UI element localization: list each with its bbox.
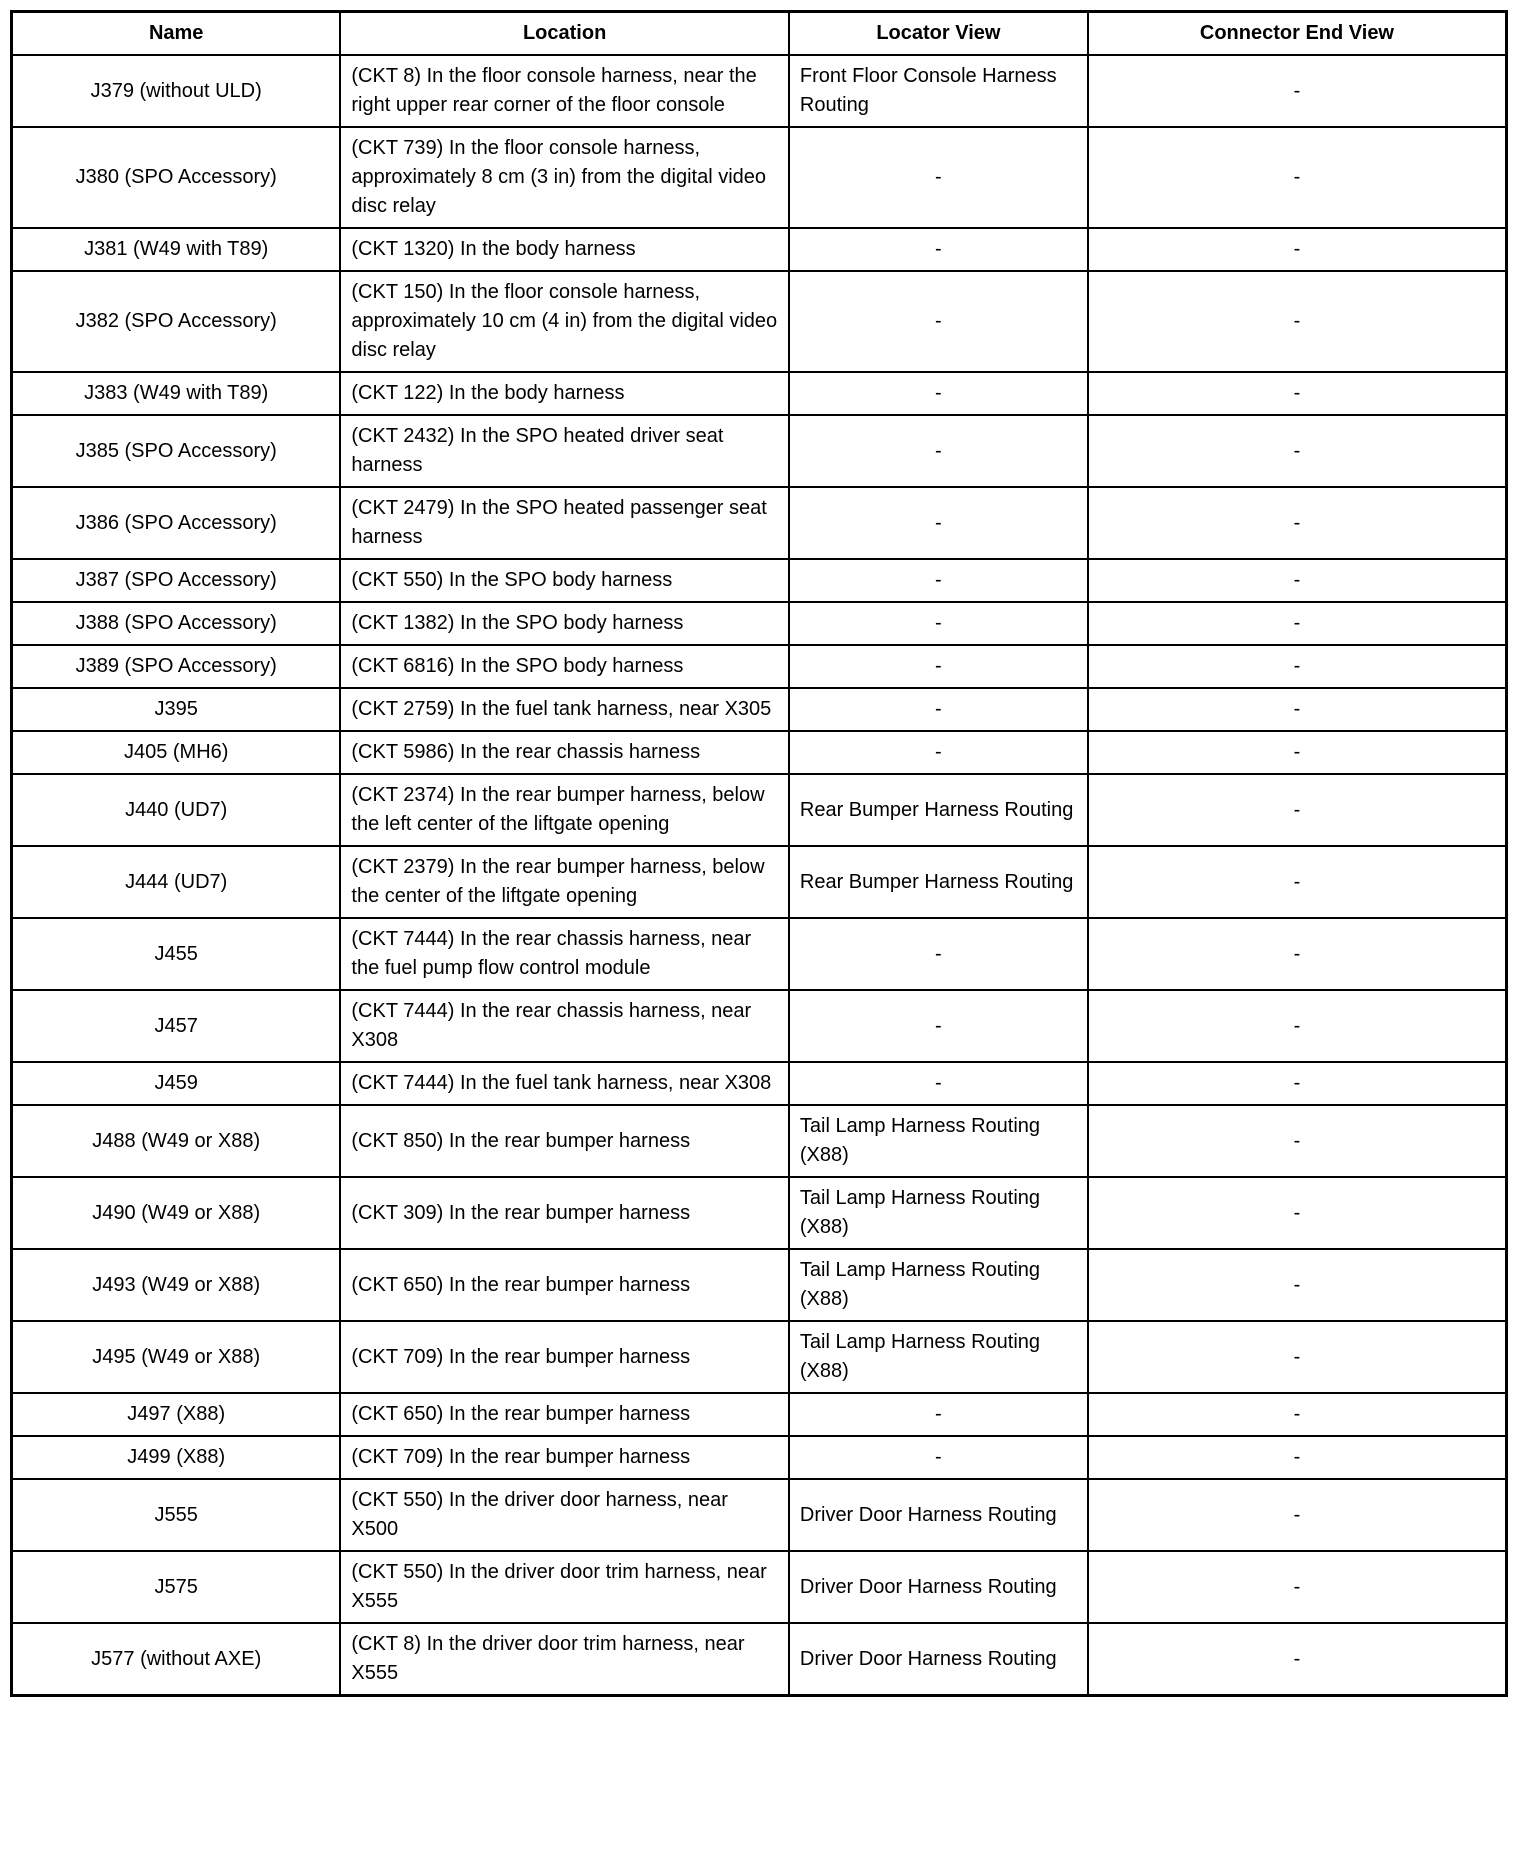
table-header xyxy=(12,12,1507,56)
table-row xyxy=(12,372,1507,415)
table-row xyxy=(12,559,1507,602)
location-cell: (CKT 5986) In the rear chassis harness xyxy=(340,731,789,774)
connector-end-view-cell: - xyxy=(1088,415,1507,487)
name-cell: J488 (W49 or X88) xyxy=(12,1105,341,1177)
location-cell: (CKT 6816) In the SPO body harness xyxy=(340,645,789,688)
name-cell: J386 (SPO Accessory) xyxy=(12,487,341,559)
location-cell: (CKT 2432) In the SPO heated driver seat harness xyxy=(340,415,789,487)
name-cell: J490 (W49 or X88) xyxy=(12,1177,341,1249)
name-cell: J382 (SPO Accessory) xyxy=(12,271,341,372)
name-cell: J457 xyxy=(12,990,341,1062)
name-cell: J389 (SPO Accessory) xyxy=(12,645,341,688)
table-row xyxy=(12,228,1507,271)
locator-view-cell: - xyxy=(789,372,1088,415)
connector-end-view-cell: - xyxy=(1088,990,1507,1062)
table-row xyxy=(12,1177,1507,1249)
locator-view-cell: - xyxy=(789,1062,1088,1105)
name-cell: J493 (W49 or X88) xyxy=(12,1249,341,1321)
locator-view-cell: - xyxy=(789,559,1088,602)
connector-end-view-cell: - xyxy=(1088,846,1507,918)
locator-view-cell: - xyxy=(789,602,1088,645)
name-cell: J405 (MH6) xyxy=(12,731,341,774)
table-row xyxy=(12,1623,1507,1696)
connector-end-view-cell: - xyxy=(1088,1393,1507,1436)
table-row xyxy=(12,602,1507,645)
name-cell: J387 (SPO Accessory) xyxy=(12,559,341,602)
location-cell: (CKT 709) In the rear bumper harness xyxy=(340,1321,789,1393)
table-row xyxy=(12,1393,1507,1436)
locator-view-cell: - xyxy=(789,918,1088,990)
location-cell: (CKT 122) In the body harness xyxy=(340,372,789,415)
column-header-name: Name xyxy=(12,12,341,56)
name-cell: J497 (X88) xyxy=(12,1393,341,1436)
connector-end-view-cell: - xyxy=(1088,271,1507,372)
locator-view-cell: - xyxy=(789,487,1088,559)
table-row xyxy=(12,1479,1507,1551)
locator-view-cell: - xyxy=(789,1436,1088,1479)
locator-view-cell: Tail Lamp Harness Routing (X88) xyxy=(789,1321,1088,1393)
location-cell: (CKT 550) In the driver door trim harness, near X555 xyxy=(340,1551,789,1623)
connector-end-view-cell: - xyxy=(1088,1623,1507,1696)
connector-end-view-cell: - xyxy=(1088,1479,1507,1551)
connector-end-view-cell: - xyxy=(1088,487,1507,559)
table-row xyxy=(12,1105,1507,1177)
name-cell: J555 xyxy=(12,1479,341,1551)
location-cell: (CKT 1320) In the body harness xyxy=(340,228,789,271)
locator-view-cell: Rear Bumper Harness Routing xyxy=(789,774,1088,846)
locator-view-cell: Driver Door Harness Routing xyxy=(789,1551,1088,1623)
connector-end-view-cell: - xyxy=(1088,372,1507,415)
header-row xyxy=(12,12,1507,56)
connector-end-view-cell: - xyxy=(1088,1177,1507,1249)
locator-view-cell: - xyxy=(789,1393,1088,1436)
locator-view-cell: Tail Lamp Harness Routing (X88) xyxy=(789,1105,1088,1177)
locator-view-cell: - xyxy=(789,228,1088,271)
location-cell: (CKT 650) In the rear bumper harness xyxy=(340,1249,789,1321)
name-cell: J455 xyxy=(12,918,341,990)
connector-end-view-cell: - xyxy=(1088,1436,1507,1479)
connector-table xyxy=(10,10,1508,1697)
location-cell: (CKT 850) In the rear bumper harness xyxy=(340,1105,789,1177)
table-row xyxy=(12,990,1507,1062)
table-row xyxy=(12,645,1507,688)
location-cell: (CKT 7444) In the fuel tank harness, near X308 xyxy=(340,1062,789,1105)
table-body xyxy=(12,55,1507,1696)
table-row xyxy=(12,1436,1507,1479)
connector-end-view-cell: - xyxy=(1088,1105,1507,1177)
table-row xyxy=(12,918,1507,990)
name-cell: J575 xyxy=(12,1551,341,1623)
name-cell: J495 (W49 or X88) xyxy=(12,1321,341,1393)
connector-end-view-cell: - xyxy=(1088,602,1507,645)
location-cell: (CKT 8) In the floor console harness, near the right upper rear corner of the floor console xyxy=(340,55,789,127)
name-cell: J459 xyxy=(12,1062,341,1105)
locator-view-cell: - xyxy=(789,645,1088,688)
name-cell: J499 (X88) xyxy=(12,1436,341,1479)
name-cell: J577 (without AXE) xyxy=(12,1623,341,1696)
connector-end-view-cell: - xyxy=(1088,774,1507,846)
location-cell: (CKT 550) In the driver door harness, near X500 xyxy=(340,1479,789,1551)
name-cell: J385 (SPO Accessory) xyxy=(12,415,341,487)
locator-view-cell: - xyxy=(789,731,1088,774)
table-row xyxy=(12,1551,1507,1623)
locator-view-cell: - xyxy=(789,688,1088,731)
location-cell: (CKT 709) In the rear bumper harness xyxy=(340,1436,789,1479)
table-row xyxy=(12,127,1507,228)
table-row xyxy=(12,1062,1507,1105)
location-cell: (CKT 1382) In the SPO body harness xyxy=(340,602,789,645)
connector-end-view-cell: - xyxy=(1088,1062,1507,1105)
name-cell: J444 (UD7) xyxy=(12,846,341,918)
location-cell: (CKT 150) In the floor console harness, approximately 10 cm (4 in) from the digital video disc relay xyxy=(340,271,789,372)
table-row xyxy=(12,1321,1507,1393)
locator-view-cell: - xyxy=(789,415,1088,487)
locator-view-cell: Tail Lamp Harness Routing (X88) xyxy=(789,1177,1088,1249)
table-row xyxy=(12,846,1507,918)
connector-end-view-cell: - xyxy=(1088,228,1507,271)
column-header-connector-end-view: Connector End View xyxy=(1088,12,1507,56)
connector-end-view-cell: - xyxy=(1088,559,1507,602)
location-cell: (CKT 739) In the floor console harness, approximately 8 cm (3 in) from the digital video disc relay xyxy=(340,127,789,228)
connector-end-view-cell: - xyxy=(1088,1551,1507,1623)
location-cell: (CKT 2374) In the rear bumper harness, below the left center of the liftgate opening xyxy=(340,774,789,846)
table-row xyxy=(12,487,1507,559)
table-row xyxy=(12,774,1507,846)
column-header-locator-view: Locator View xyxy=(789,12,1088,56)
table-row xyxy=(12,688,1507,731)
locator-view-cell: Front Floor Console Harness Routing xyxy=(789,55,1088,127)
locator-view-cell: - xyxy=(789,271,1088,372)
connector-end-view-cell: - xyxy=(1088,688,1507,731)
name-cell: J395 xyxy=(12,688,341,731)
location-cell: (CKT 2379) In the rear bumper harness, below the center of the liftgate opening xyxy=(340,846,789,918)
table-row xyxy=(12,55,1507,127)
location-cell: (CKT 7444) In the rear chassis harness, near X308 xyxy=(340,990,789,1062)
locator-view-cell: Driver Door Harness Routing xyxy=(789,1623,1088,1696)
location-cell: (CKT 8) In the driver door trim harness, near X555 xyxy=(340,1623,789,1696)
location-cell: (CKT 2479) In the SPO heated passenger seat harness xyxy=(340,487,789,559)
locator-view-cell: Driver Door Harness Routing xyxy=(789,1479,1088,1551)
column-header-location: Location xyxy=(340,12,789,56)
name-cell: J383 (W49 with T89) xyxy=(12,372,341,415)
table-row xyxy=(12,1249,1507,1321)
name-cell: J440 (UD7) xyxy=(12,774,341,846)
table-row xyxy=(12,415,1507,487)
connector-end-view-cell: - xyxy=(1088,127,1507,228)
connector-end-view-cell: - xyxy=(1088,918,1507,990)
locator-view-cell: - xyxy=(789,990,1088,1062)
connector-end-view-cell: - xyxy=(1088,1249,1507,1321)
connector-end-view-cell: - xyxy=(1088,645,1507,688)
locator-view-cell: Tail Lamp Harness Routing (X88) xyxy=(789,1249,1088,1321)
connector-end-view-cell: - xyxy=(1088,55,1507,127)
locator-view-cell: Rear Bumper Harness Routing xyxy=(789,846,1088,918)
name-cell: J388 (SPO Accessory) xyxy=(12,602,341,645)
locator-view-cell: - xyxy=(789,127,1088,228)
table-row xyxy=(12,271,1507,372)
location-cell: (CKT 550) In the SPO body harness xyxy=(340,559,789,602)
location-cell: (CKT 7444) In the rear chassis harness, near the fuel pump flow control module xyxy=(340,918,789,990)
connector-end-view-cell: - xyxy=(1088,731,1507,774)
location-cell: (CKT 2759) In the fuel tank harness, near X305 xyxy=(340,688,789,731)
name-cell: J381 (W49 with T89) xyxy=(12,228,341,271)
table-row xyxy=(12,731,1507,774)
location-cell: (CKT 650) In the rear bumper harness xyxy=(340,1393,789,1436)
name-cell: J379 (without ULD) xyxy=(12,55,341,127)
location-cell: (CKT 309) In the rear bumper harness xyxy=(340,1177,789,1249)
connector-end-view-cell: - xyxy=(1088,1321,1507,1393)
name-cell: J380 (SPO Accessory) xyxy=(12,127,341,228)
